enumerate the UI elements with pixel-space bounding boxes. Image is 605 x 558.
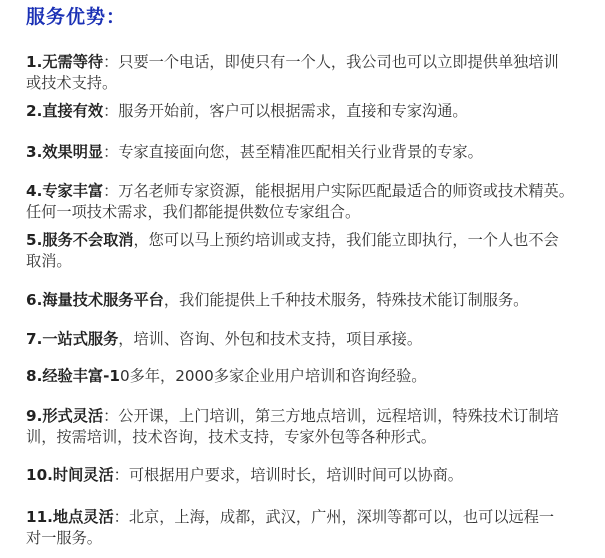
item-label: 2.直接有效 xyxy=(26,102,104,120)
list-item xyxy=(26,366,588,387)
list-item xyxy=(26,101,588,122)
item-label: 6.海量技术服务平台 xyxy=(26,291,164,309)
item-label: 3.效果明显 xyxy=(26,143,104,161)
list-item xyxy=(26,465,588,486)
item-label: 11.地点灵活 xyxy=(26,508,114,526)
list-item xyxy=(26,52,588,94)
list-item xyxy=(26,329,588,350)
list-item xyxy=(26,507,588,549)
item-text: ，我们能提供上千种技术服务，特殊技术能订制服务。 xyxy=(163,291,529,309)
item-text: ，培训、咨询、外包和技术支持，项目承接。 xyxy=(118,330,423,348)
list-item xyxy=(26,290,588,311)
item-text: ：专家直接面向您，甚至精准匹配相关行业背景的专家。 xyxy=(103,143,483,161)
item-label: 1.无需等待 xyxy=(26,53,104,71)
list-item xyxy=(26,230,588,272)
list-item xyxy=(26,181,588,223)
item-label: 7.一站式服务 xyxy=(26,330,119,348)
item-text: ：只要一个电话，即使只有一个人，我公司也可以立即提供单独培训 或技术支持。 xyxy=(26,53,559,92)
item-text: ，您可以马上预约培训或支持，我们能立即执行，一个人也不会 取消。 xyxy=(26,231,559,270)
item-label: 8.经验丰富-1 xyxy=(26,367,120,385)
item-text: ：服务开始前，客户可以根据需求，直接和专家沟通。 xyxy=(103,102,468,120)
item-label: 9.形式灵活 xyxy=(26,407,104,425)
item-text: ：可根据用户要求，培训时长，培训时间可以协商。 xyxy=(113,466,463,484)
item-text: ：万名老师专家资源，能根据用户实际匹配最适合的师资或技术精英。 任何一项技术需求，我们都能提供数位专家组合。 xyxy=(26,182,574,221)
page-title: 服务优势： xyxy=(26,6,127,28)
list-item xyxy=(26,142,588,163)
item-text: ：北京，上海，成都，武汉，广州，深圳等都可以，也可以远程一 对一服务。 xyxy=(26,508,555,547)
item-text: 0多年，2000多家企业用户培训和咨询经验。 xyxy=(119,367,427,385)
item-label: 10.时间灵活 xyxy=(26,466,114,484)
item-label: 5.服务不会取消 xyxy=(26,231,134,249)
list-item xyxy=(26,406,588,448)
item-text: ：公开课，上门培训，第三方地点培训，远程培训，特殊技术订制培 训，按需培训，技术咨询，技术支持，专家外包等各种形式。 xyxy=(26,407,559,446)
item-label: 4.专家丰富 xyxy=(26,182,104,200)
